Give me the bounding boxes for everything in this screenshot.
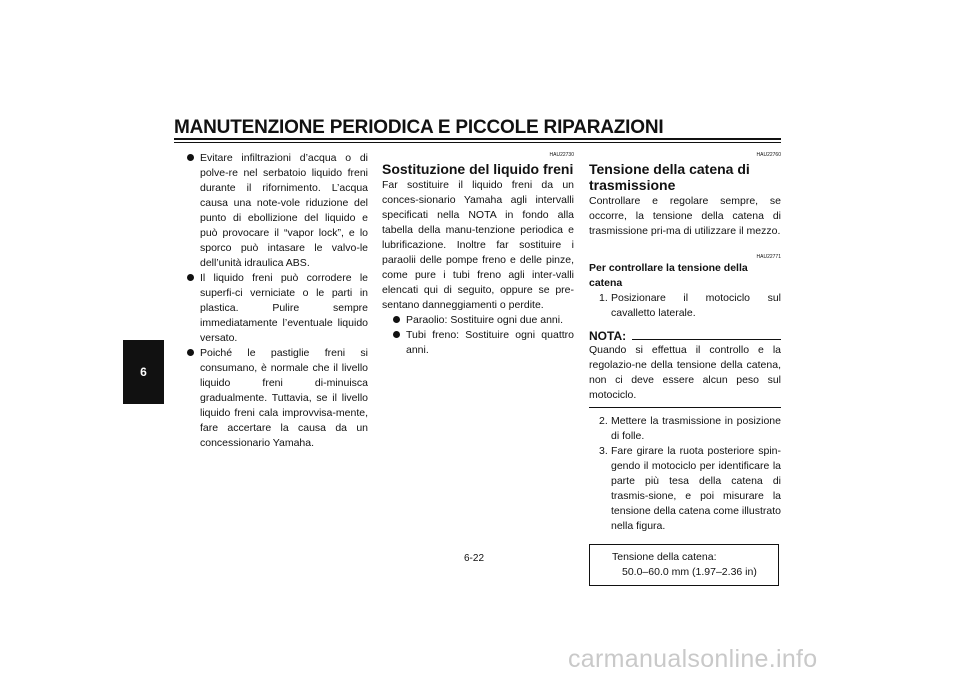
spec-box bbox=[589, 544, 779, 586]
section-code: HAU22760 bbox=[756, 152, 781, 158]
page-title: MANUTENZIONE PERIODICA E PICCOLE RIPARAZIONI bbox=[174, 117, 664, 138]
step-text: Posizionare il motociclo sul cavalletto laterale. bbox=[611, 292, 781, 319]
spec-value: 50.0–60.0 mm (1.97–2.36 in) bbox=[622, 566, 757, 578]
chapter-number: 6 bbox=[140, 365, 147, 379]
section-code: HAU22730 bbox=[549, 152, 574, 158]
step-number: 1. bbox=[599, 292, 608, 304]
section-heading: Sostituzione del liquido freni bbox=[382, 161, 574, 177]
nota-end-rule bbox=[589, 407, 781, 408]
bullet-text: Paraolio: Sostituire ogni due anni. bbox=[406, 314, 564, 326]
header-rule-thick bbox=[174, 138, 781, 140]
subheading: Per controllare la tensione della catena bbox=[589, 262, 748, 289]
header-rule-thin bbox=[174, 142, 781, 143]
bullet-item bbox=[186, 151, 368, 271]
bullet-item bbox=[392, 313, 574, 328]
column-2 bbox=[382, 151, 574, 358]
step-item bbox=[589, 414, 781, 444]
step-number: 2. bbox=[599, 415, 608, 427]
step-text: Fare girare la ruota posteriore spin-gendo il motociclo per identificare la parte più tesa della catena di trasmis-sione, e poi misurare la tensione della catena come illustrato nella figura. bbox=[611, 445, 781, 532]
bullet-dot-icon bbox=[393, 331, 400, 338]
nota-label: NOTA: bbox=[589, 329, 627, 343]
bullet-item bbox=[186, 271, 368, 346]
page-number: 6-22 bbox=[464, 553, 485, 564]
nota-text: Quando si effettua il controllo e la regolazio-ne della tensione della catena, non ci deve essere alcun peso sul motociclo. bbox=[589, 344, 781, 401]
column-1 bbox=[186, 151, 368, 451]
bullet-text: Evitare infiltrazioni d’acqua o di polve-re nel serbatoio liquido freni durante il rifornimento. L’acqua causa una note-vole riduzione del punto di ebollizione del liquido e può provocare il “vapor lock”, e lo sporco può intasare le valvo-le dell’unità idraulica ABS. bbox=[200, 152, 368, 269]
section-body: Far sostituire il liquido freni da un conces-sionario Yamaha agli intervalli specificati nella NOTA in fondo alla tabella della manu-tenzione periodica e lubrificazione. Inoltre far sostituire i paraolii delle pompe freno e delle pinze, come pure i tubi freno agli inter-valli elencati qui di seguito, oppure se pre-sentano danneggiamenti o perdite. bbox=[382, 179, 574, 311]
bullet-text: Il liquido freni può corrodere le superfi-ci verniciate o le parti in plastica. Pulire sempre immediatamente l’eventuale liquido versato. bbox=[200, 272, 368, 344]
bullet-dot-icon bbox=[187, 274, 194, 281]
step-item bbox=[589, 444, 781, 534]
section-intro: Controllare e regolare sempre, se occorre, la tensione della catena di trasmissione pri-ma di utilizzare il mezzo. bbox=[589, 195, 781, 237]
step-text: Mettere la trasmissione in posizione di folle. bbox=[611, 415, 781, 442]
bullet-dot-icon bbox=[187, 154, 194, 161]
column-3 bbox=[589, 151, 781, 586]
watermark: carmanualsonline.info bbox=[568, 645, 818, 673]
bullet-item bbox=[186, 346, 368, 451]
bullet-text: Poiché le pastiglie freni si consumano, è normale che il livello liquido freni di-minuisca gradualmente. Tuttavia, se il livello liquido freni cala improvvisa-mente, fare accertare la causa da un concessionario Yamaha. bbox=[200, 347, 368, 449]
chapter-tab bbox=[123, 340, 164, 404]
nota-header bbox=[589, 329, 781, 343]
bullet-dot-icon bbox=[187, 349, 194, 356]
bullet-item bbox=[392, 328, 574, 358]
spec-label: Tensione della catena: bbox=[612, 551, 717, 563]
nota-rule bbox=[632, 339, 781, 340]
step-number: 3. bbox=[599, 445, 608, 457]
bullet-text: Tubi freno: Sostituire ogni quattro anni. bbox=[406, 329, 574, 356]
step-item bbox=[589, 291, 781, 321]
section-heading: Tensione della catena di trasmissione bbox=[589, 161, 750, 193]
bullet-dot-icon bbox=[393, 316, 400, 323]
section-code: HAU22771 bbox=[756, 254, 781, 260]
